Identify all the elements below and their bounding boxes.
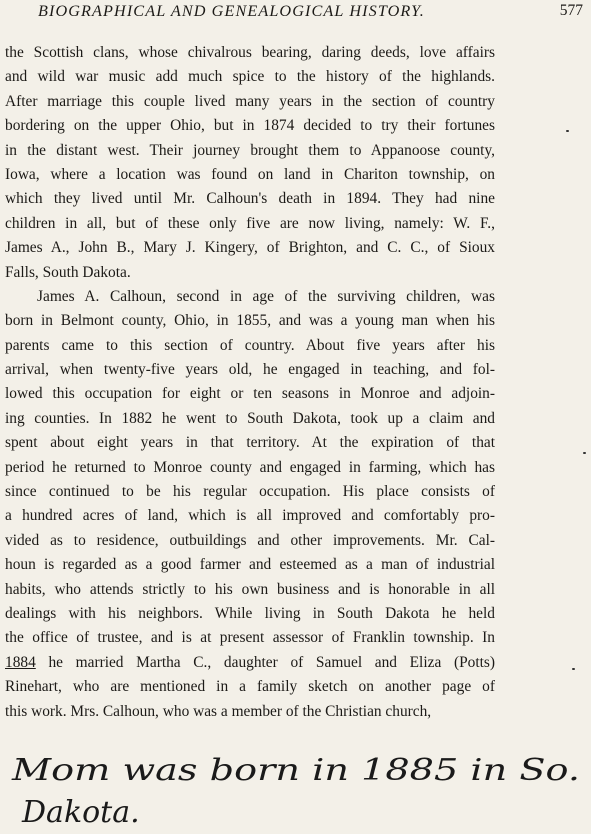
- text-line: the office of trustee, and is at present assessor of Franklin township. In: [5, 629, 495, 647]
- text-line-rest: he married Martha C., daughter of Samuel and Eliza (Potts): [35, 653, 495, 671]
- text-line: arrival, when twenty-five years old, he engaged in teaching, and fol-: [5, 361, 495, 379]
- margin-speck: [583, 452, 586, 454]
- text-line: Falls, South Dakota.: [5, 263, 131, 281]
- text-line: houn is regarded as a good farmer and esteemed as a man of industrial: [5, 556, 495, 574]
- text-line: born in Belmont county, Ohio, in 1855, and was a young man when his: [5, 312, 495, 330]
- text-line: children in all, but of these only five are now living, namely: W. F.,: [5, 214, 495, 232]
- margin-speck: [572, 668, 575, 670]
- text-line: which they lived until Mr. Calhoun's death in 1894. They had nine: [5, 190, 495, 208]
- handwritten-note-line-2: Dakota.: [22, 795, 140, 830]
- text-line: ing counties. In 1882 he went to South Dakota, took up a claim and: [5, 409, 495, 427]
- text-line: this work. Mrs. Calhoun, who was a member of the Christian church,: [5, 702, 432, 720]
- margin-speck: [566, 130, 569, 132]
- text-line: James A., John B., Mary J. Kingery, of Brighton, and C. C., of Sioux: [5, 239, 495, 257]
- body-text: [5, 41, 495, 724]
- text-line: habits, who attends strictly to his own business and is honorable in all: [5, 580, 495, 598]
- paragraph-2: [5, 285, 495, 724]
- text-line: spent about eight years in that territory. At the expiration of that: [5, 434, 495, 452]
- running-header: [38, 2, 583, 24]
- text-line: dealings with his neighbors. While living in South Dakota he held: [5, 604, 495, 622]
- handwritten-note-line-1: Mom was born in 1885 in So.: [10, 753, 580, 788]
- text-line: lowed this occupation for eight or ten seasons in Monroe and adjoin-: [5, 385, 495, 403]
- text-line: in the distant west. Their journey brought them to Appanoose county,: [5, 141, 495, 159]
- text-line: Rinehart, who are mentioned in a family sketch on another page of: [5, 678, 495, 696]
- paragraph-1: [5, 41, 495, 285]
- text-line: James A. Calhoun, second in age of the surviving children, was: [37, 287, 495, 305]
- page-number: 577: [559, 2, 583, 19]
- text-line: Iowa, where a location was found on land in Chariton township, on: [5, 165, 495, 183]
- text-line: After marriage this couple lived many years in the section of country: [5, 92, 495, 110]
- text-line: bordering on the upper Ohio, but in 1874 decided to try their fortunes: [5, 117, 495, 135]
- underlined-year: 1884: [5, 653, 36, 671]
- text-line: since continued to be his regular occupation. His place consists of: [5, 483, 495, 501]
- text-line: parents came to this section of country. About five years after his: [5, 336, 495, 354]
- text-line: a hundred acres of land, which is all improved and comfortably pro-: [5, 507, 495, 525]
- text-line: period he returned to Monroe county and engaged in farming, which has: [5, 458, 495, 476]
- text-line-underlined-year: [5, 651, 495, 675]
- handwritten-note: [0, 738, 591, 834]
- text-line: and wild war music add much spice to the history of the highlands.: [5, 68, 495, 86]
- text-line: vided as to residence, outbuildings and other improvements. Mr. Cal-: [5, 531, 495, 549]
- text-line: the Scottish clans, whose chivalrous bearing, daring deeds, love affairs: [5, 44, 495, 61]
- running-header-title: BIOGRAPHICAL AND GENEALOGICAL HISTORY.: [38, 2, 425, 20]
